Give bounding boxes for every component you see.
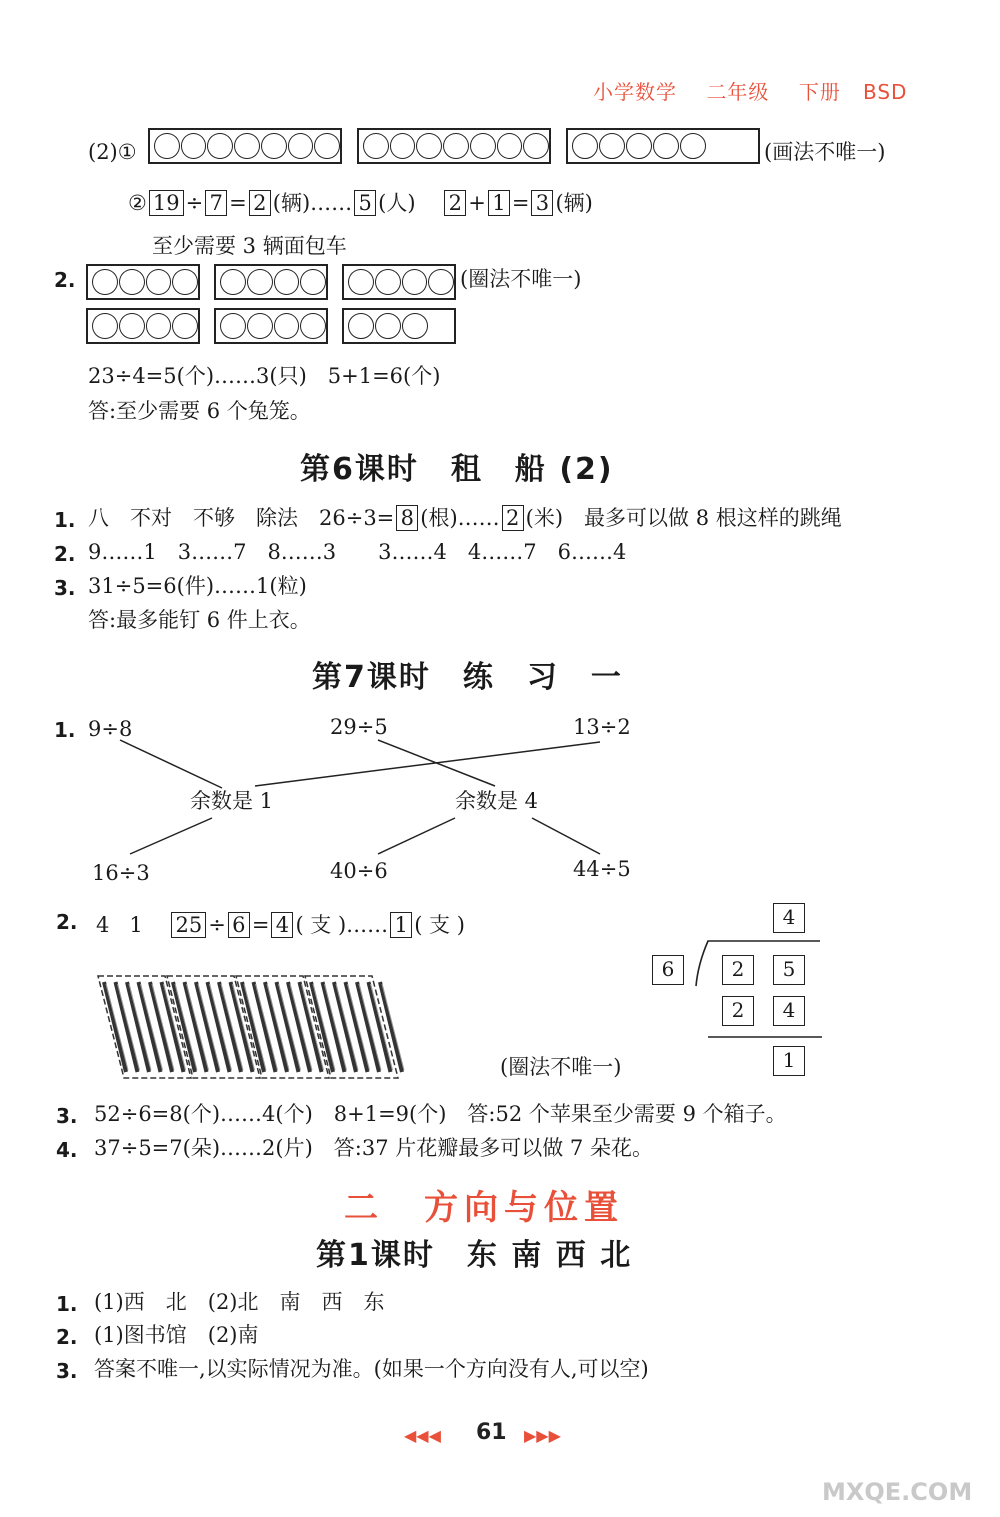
q-number: 2.: [56, 1325, 78, 1349]
footer-left-arrows: ◀◀◀: [404, 1426, 441, 1445]
q-number: 1.: [54, 508, 76, 532]
match-mid-2: 余数是 4: [455, 789, 539, 813]
ld-divisor: 6: [652, 955, 684, 985]
pencil: [116, 982, 138, 1072]
lesson7-q3: 52÷6=8(个)……4(个) 8+1=9(个) 答:52 个苹果至少需要 9 个箱子。: [94, 1102, 787, 1126]
ld-quotient: 4: [773, 903, 805, 933]
pencil: [369, 982, 391, 1072]
pencil: [242, 982, 264, 1072]
footer-right-arrows: ▶▶▶: [524, 1426, 561, 1445]
pencil: [219, 982, 241, 1072]
q-number: 2.: [54, 268, 76, 292]
q-number: 3.: [56, 1104, 78, 1128]
header-grade: 二年级: [706, 80, 770, 104]
q2-equation: 23÷4=5(个)……3(只) 5+1=6(个): [88, 364, 441, 388]
unit2-q2: (1)图书馆 (2)南: [94, 1323, 259, 1347]
lesson7-q4: 37÷5=7(朵)……2(片) 答:37 片花瓣最多可以做 7 朵花。: [94, 1136, 653, 1160]
box-5: 5: [354, 190, 376, 216]
pencil: [357, 982, 379, 1072]
lesson6-q1: 八 不对 不够 除法 26÷3= 8 (根)…… 2 (米) 最多可以做 8 根这样的跳绳: [88, 506, 842, 530]
ld-digit-2: 5: [773, 955, 805, 985]
unit2-lesson1-title: 第1课时 东 南 西 北: [316, 1238, 633, 1273]
conclusion-text: 至少需要 3 辆面包车: [152, 234, 347, 258]
p2-label: (2)①: [88, 140, 137, 164]
header-volume: 下册: [798, 80, 841, 104]
ld-digit-1: 2: [722, 955, 754, 985]
pencil: [185, 982, 207, 1072]
match-bot-2: 40÷6: [330, 859, 388, 883]
pencil: [173, 982, 195, 1072]
pencil: [334, 982, 356, 1072]
q-number: 3.: [54, 576, 76, 600]
q-number: 1.: [56, 1292, 78, 1316]
q2-note: (圈法不唯一): [460, 267, 582, 291]
lesson6-q3-answer: 答:最多能钉 6 件上衣。: [88, 608, 311, 632]
ld-product-1: 2: [722, 996, 754, 1026]
match-top-2: 29÷5: [330, 715, 388, 739]
lesson7-title: 第7课时 练 习 一: [312, 660, 623, 695]
pencil: [346, 982, 368, 1072]
pencil: [150, 982, 172, 1072]
page-number: 61: [476, 1420, 507, 1445]
unit2-q1: (1)西 北 (2)北 南 西 东: [94, 1290, 385, 1314]
pencil: [127, 982, 149, 1072]
box-7: 7: [205, 190, 227, 216]
ld-bracket: [690, 938, 830, 1048]
match-top-3: 13÷2: [573, 715, 631, 739]
pencil: [277, 982, 299, 1072]
pencil: [265, 982, 287, 1072]
unit2-q3: 答案不唯一,以实际情况为准。(如果一个方向没有人,可以空): [94, 1357, 649, 1381]
box-2: 2: [249, 190, 271, 216]
lesson7-q2-note: (圈法不唯一): [500, 1055, 622, 1079]
header-subject: 小学数学: [593, 80, 677, 104]
pencil: [139, 982, 161, 1072]
match-mid-1: 余数是 1: [190, 789, 274, 813]
q-number: 4.: [56, 1138, 78, 1162]
pencil: [196, 982, 218, 1072]
q2-answer: 答:至少需要 6 个兔笼。: [88, 399, 311, 423]
lesson7-q2-equation: 4 1 25 ÷ 6 = 4 ( 支 )…… 1 ( 支 ): [96, 913, 465, 937]
watermark-logo: MXQE.COM: [822, 1478, 973, 1506]
q-number: 2.: [54, 542, 76, 566]
lesson6-q3: 31÷5=6(件)……1(粒): [88, 574, 307, 598]
unit-title: 二 方向与位置: [344, 1188, 624, 1228]
pencil: [104, 982, 126, 1072]
ld-remainder: 1: [773, 1046, 805, 1076]
q-number: 2.: [56, 910, 78, 934]
pencil: [323, 982, 345, 1072]
header-edition: BSD: [862, 80, 908, 104]
lesson6-q2: 9……1 3……7 8……3 3……4 4……7 6……4: [88, 540, 627, 564]
pencils-drawing: [96, 972, 506, 1082]
pencil: [254, 982, 276, 1072]
match-top-1: 9÷8: [88, 717, 133, 741]
box-19: 19: [149, 190, 184, 216]
q-number: 3.: [56, 1359, 78, 1383]
match-bot-3: 44÷5: [573, 857, 631, 881]
pencil: [311, 982, 333, 1072]
pencil: [208, 982, 230, 1072]
match-bot-1: 16÷3: [92, 861, 150, 885]
equation-2: ② 19 ÷ 7 = 2 (辆)…… 5 (人) 2 + 1 = 3 (辆): [128, 191, 593, 215]
ld-product-2: 4: [773, 996, 805, 1026]
p2-note: (画法不唯一): [764, 140, 886, 164]
q-number: 1.: [54, 718, 76, 742]
pencil: [288, 982, 310, 1072]
lesson6-title: 第6课时 租 船 (2): [300, 452, 614, 487]
pencil: [380, 982, 402, 1072]
